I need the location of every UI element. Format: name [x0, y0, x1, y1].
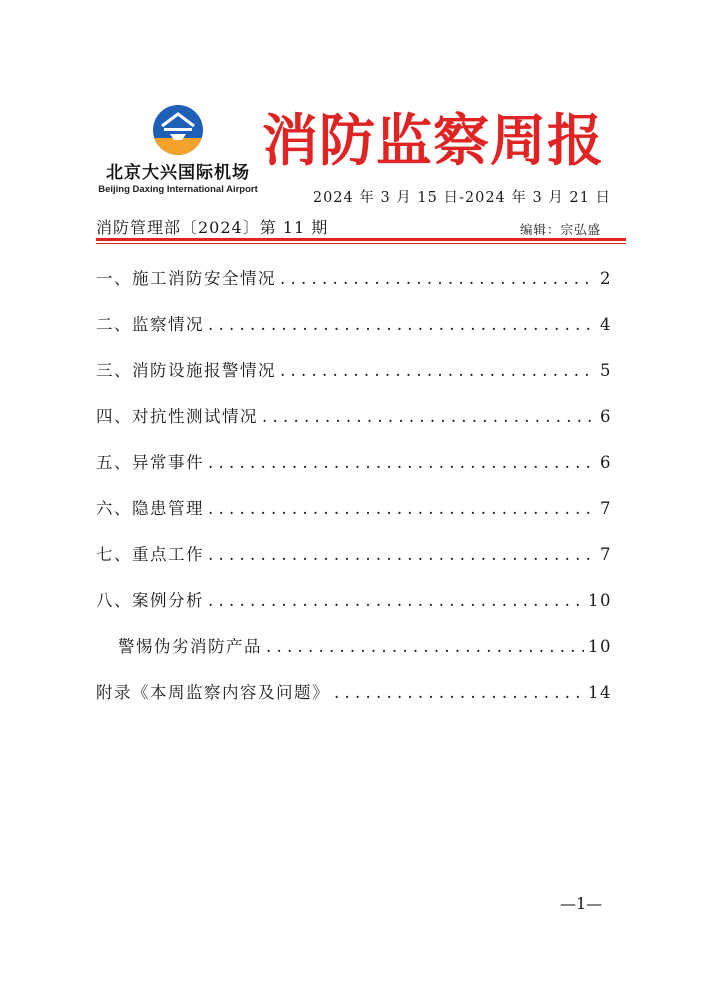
- toc-entry[interactable]: [96, 265, 612, 311]
- logo-name-en: Beijing Daxing International Airport: [98, 184, 258, 195]
- toc-entry-page: 4: [600, 315, 612, 334]
- toc-dot-leader: [208, 499, 596, 518]
- toc-entry-page: 10: [588, 637, 612, 656]
- editor-credit: 编辑：宗弘盛: [519, 222, 601, 237]
- toc-entry-title: 七、重点工作: [96, 545, 204, 564]
- toc-entry-title: 警惕伪劣消防产品: [118, 637, 262, 656]
- header-rule-thin: [96, 243, 626, 244]
- toc-entry[interactable]: [96, 311, 612, 357]
- masthead-title: 消防监察周报: [262, 109, 604, 174]
- toc-dot-leader: [334, 683, 584, 702]
- page-number: —1—: [560, 894, 603, 913]
- toc-dot-leader: [208, 453, 596, 472]
- toc-entry-page: 6: [600, 453, 612, 472]
- toc-entry[interactable]: [96, 357, 612, 403]
- toc-dot-leader: [208, 315, 596, 334]
- toc-dot-leader: [262, 407, 596, 426]
- toc-entry-title: 五、异常事件: [96, 453, 204, 472]
- toc-entry-title: 四、对抗性测试情况: [96, 407, 258, 426]
- toc-entry[interactable]: [96, 679, 612, 725]
- toc-entry-page: 10: [588, 591, 612, 610]
- toc-entry-title: 二、监察情况: [96, 315, 204, 334]
- toc-entry-page: 2: [600, 269, 612, 288]
- table-of-contents: [96, 265, 612, 725]
- toc-entry[interactable]: [96, 449, 612, 495]
- toc-entry[interactable]: [96, 495, 612, 541]
- toc-entry-page: 14: [588, 683, 612, 702]
- toc-entry-title: 八、案例分析: [96, 591, 204, 610]
- toc-dot-leader: [266, 637, 584, 656]
- airport-logo: [98, 104, 258, 195]
- toc-dot-leader: [280, 361, 596, 380]
- header-rule-thick: [96, 238, 626, 241]
- toc-entry-page: 5: [600, 361, 612, 380]
- toc-dot-leader: [208, 545, 596, 564]
- toc-entry-page: 7: [600, 545, 612, 564]
- toc-entry-page: 6: [600, 407, 612, 426]
- toc-dot-leader: [208, 591, 584, 610]
- toc-entry-title: 附录《本周监察内容及问题》: [96, 683, 330, 702]
- toc-entry[interactable]: [96, 541, 612, 587]
- toc-entry[interactable]: [96, 633, 612, 679]
- airport-emblem-icon: [148, 104, 208, 156]
- toc-dot-leader: [280, 269, 596, 288]
- toc-entry[interactable]: [96, 403, 612, 449]
- toc-entry-title: 一、施工消防安全情况: [96, 269, 276, 288]
- date-range: 2024 年 3 月 15 日-2024 年 3 月 21 日: [312, 190, 611, 206]
- toc-entry-page: 7: [600, 499, 612, 518]
- issue-number: 消防管理部〔2024〕第 11 期: [96, 218, 329, 237]
- logo-name-cn: 北京大兴国际机场: [106, 163, 250, 183]
- toc-entry-title: 三、消防设施报警情况: [96, 361, 276, 380]
- toc-entry[interactable]: [96, 587, 612, 633]
- toc-entry-title: 六、隐患管理: [96, 499, 204, 518]
